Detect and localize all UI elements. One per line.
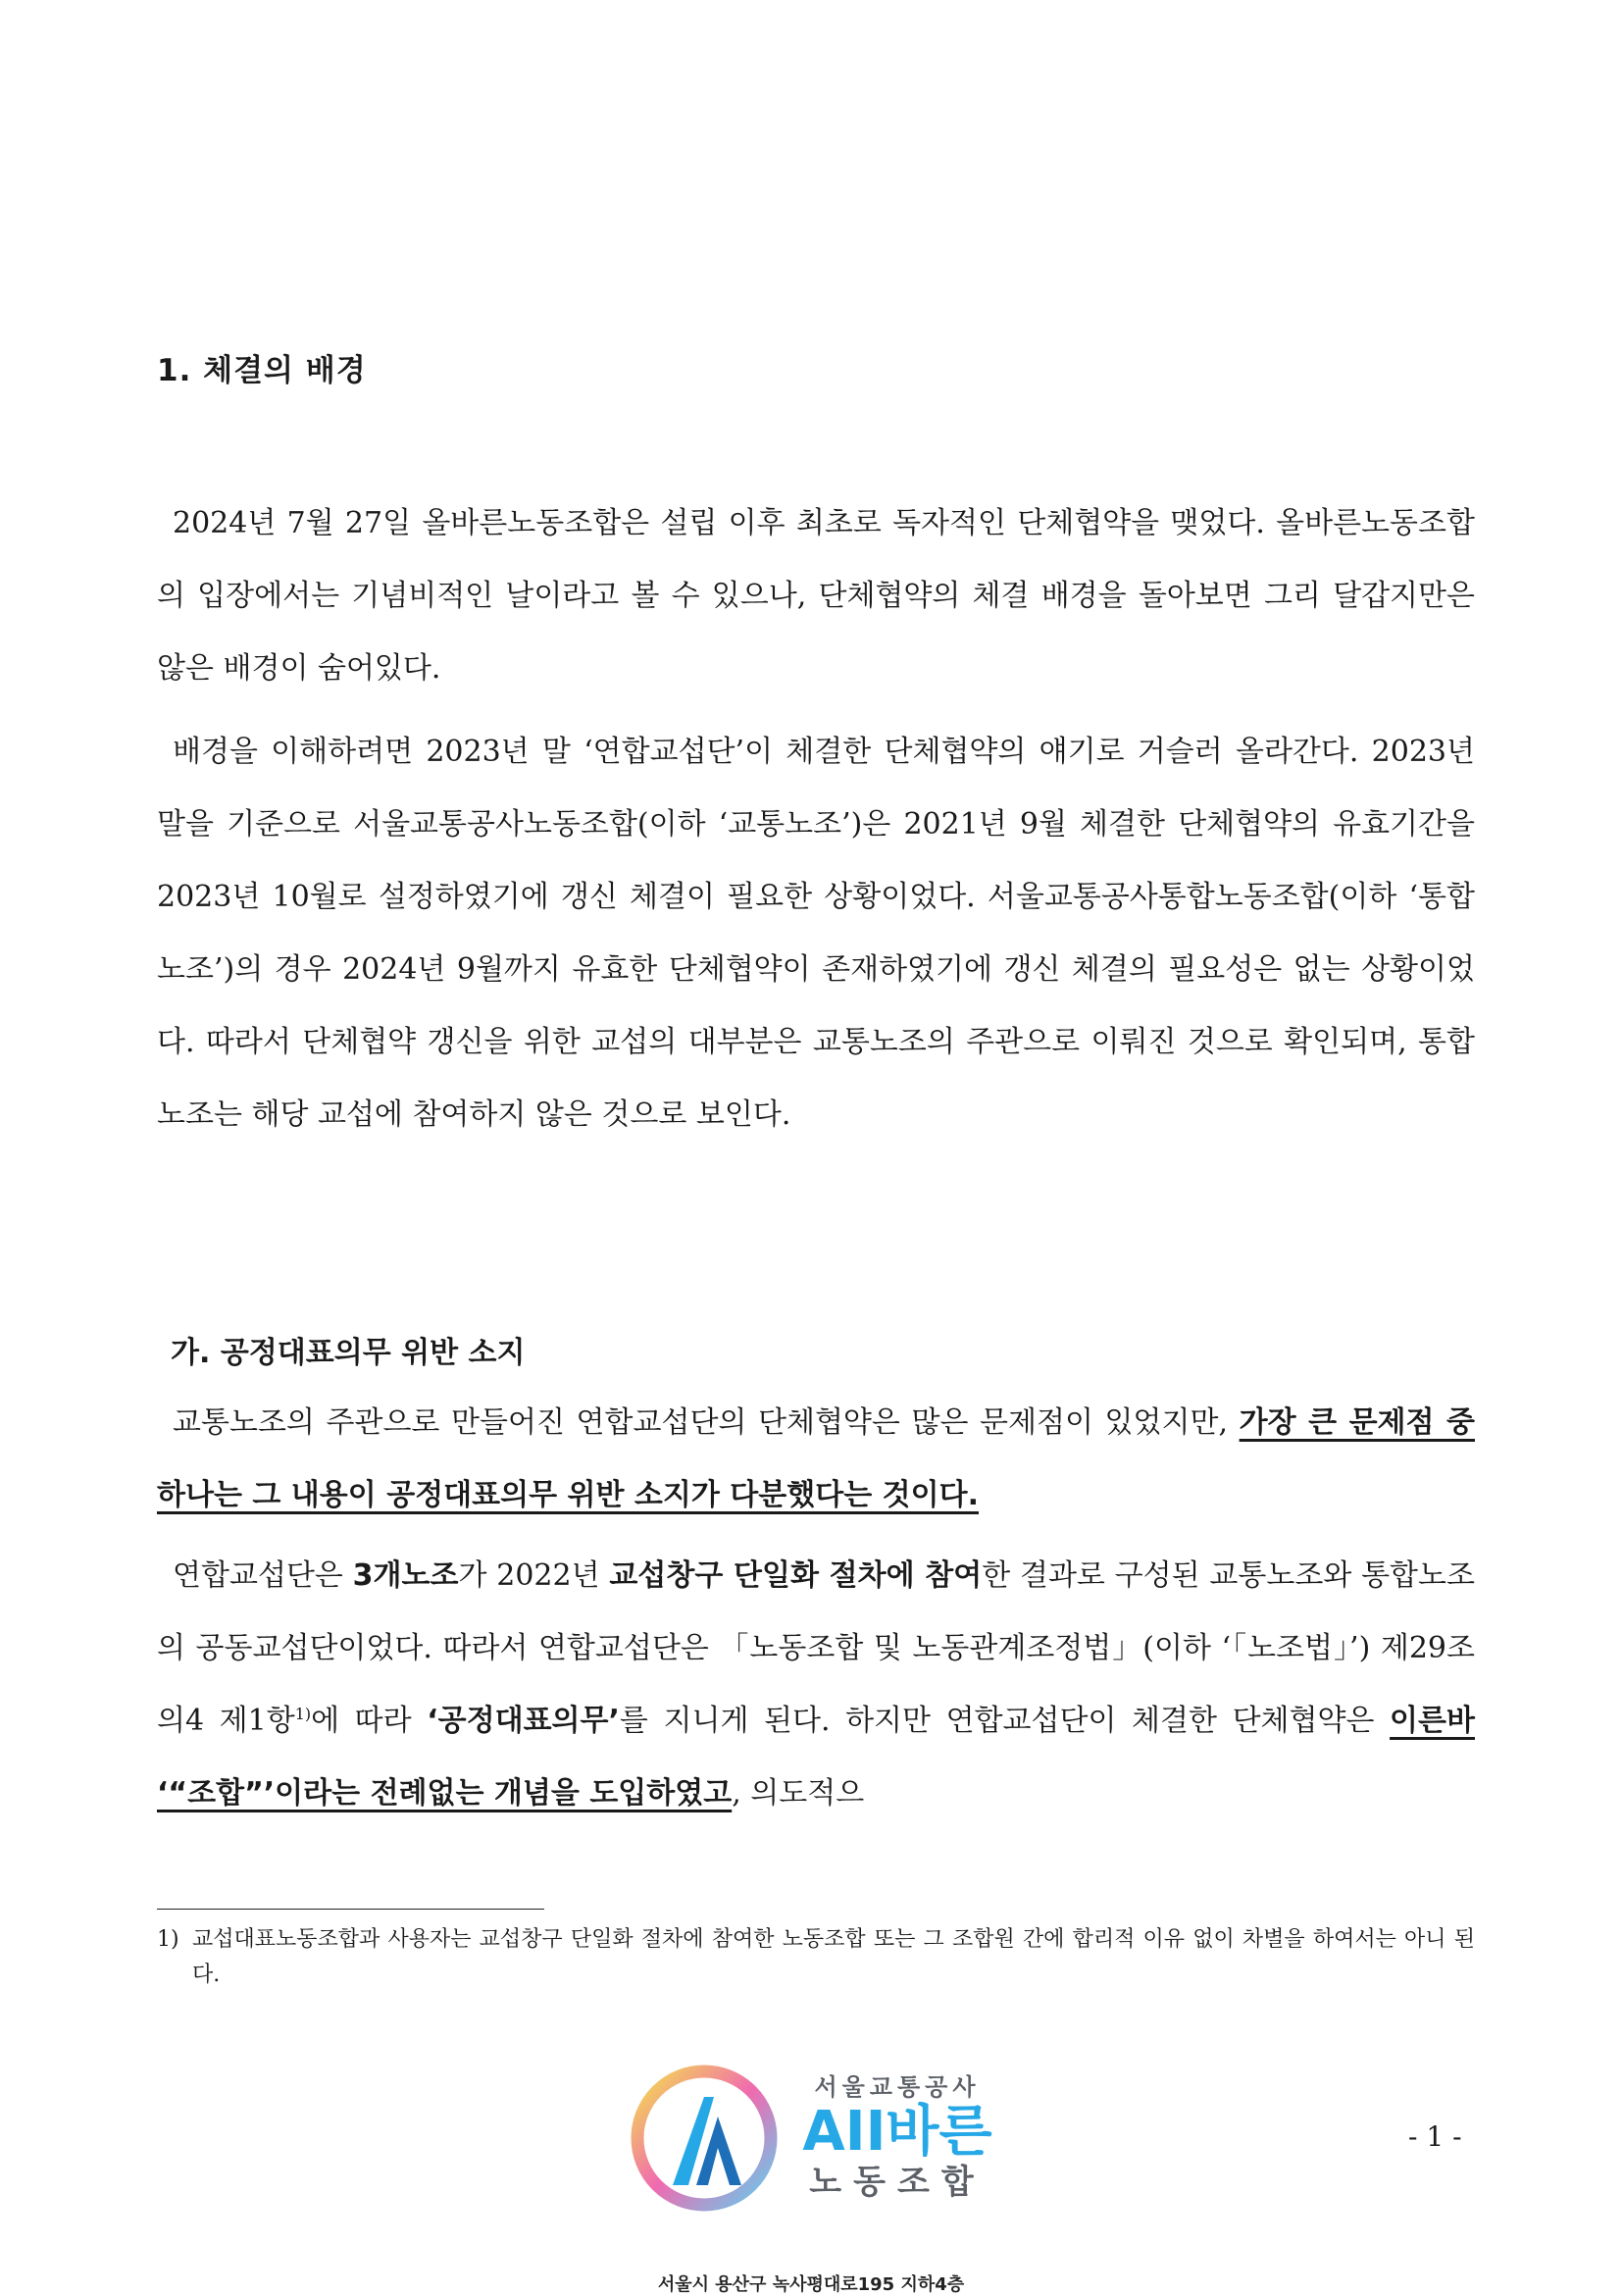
paragraph-1: 2024년 7월 27일 올바른노동조합은 설립 이후 최초로 독자적인 단체협약을 맺었다. 올바른노동조합의 입장에서는 기념비적인 날이라고 볼 수 있으나, 단체협약의 체결 배경을 돌아보면 그리 달갑지만은 않은 배경이 숨어있다. bbox=[157, 506, 1475, 686]
logo-emblem-icon bbox=[624, 2060, 790, 2217]
page-number: - 1 - bbox=[1408, 2120, 1462, 2153]
p4-text-3: 한 결과로 구성된 교통노조와 통합노조의 공동교섭단이었다. 따라서 연합교섭단은 「노동조합 및 노동관계조정법」(이하 ‘「노조법」’) 제29조의4 제1항 bbox=[157, 1558, 1476, 1738]
p4-text-5: 를 지니게 된다. 하지만 연합교섭단이 체결한 단체협약은 bbox=[619, 1704, 1391, 1738]
footnote-ref[interactable]: 1) bbox=[294, 1705, 312, 1723]
logo-line-2: AII바른 bbox=[802, 2100, 992, 2164]
footnote-text: 교섭대표노동조합과 사용자는 교섭창구 단일화 절차에 참여한 노동조합 또는 그 조합원 간에 합리적 이유 없이 차별을 하여서는 아니 된다. bbox=[192, 1927, 1475, 1987]
p4-emphasis-concept: 이른바 ‘“조합”’이라는 전례없는 개념을 도입하였고 bbox=[157, 1704, 1475, 1811]
p4-bold-three-unions: 3개노조 bbox=[352, 1558, 459, 1593]
paragraph-3-emphasis: 가장 큰 문제점 중 하나는 그 내용이 공정대표의무 위반 소지가 다분했다는 것이다. bbox=[157, 1405, 1475, 1512]
logo-wordmark bbox=[789, 2060, 1005, 2202]
p4-text-1: 연합교섭단은 bbox=[173, 1558, 353, 1593]
paragraph-3-text: 교통노조의 주관으로 만들어진 연합교섭단의 단체협약은 많은 문제점이 있었지만, bbox=[173, 1405, 1240, 1440]
union-logo bbox=[624, 2060, 1006, 2217]
paragraph-2: 배경을 이해하려면 2023년 말 ‘연합교섭단’이 체결한 단체협약의 얘기로 거슬러 올라간다. 2023년 말을 기준으로 서울교통공사노동조합(이하 ‘교통노조’)은 2021년 9월 체결한 단체협약의 유효기간을 2023년 10월로 설정하였기에 갱신 체결이 필요한 상황이었다. 서울교통공사통합노동조합(이하 ‘통합노조’)의 경우 2024년 9월까지 유효한 단체협약이 존재하였기에 갱신 체결의 필요성은 없는 상황이었다. 따라서 단체협약 갱신을 위한 교섭의 대부분은 교통노조의 주관으로 이뤄진 것으로 확인되며, 통합노조는 해당 교섭에 참여하지 않은 것으로 보인다. bbox=[157, 735, 1475, 1132]
subsection-title: 가. 공정대표의무 위반 소지 bbox=[171, 1336, 526, 1370]
footnote-divider bbox=[157, 1909, 544, 1910]
footer-address: 서울시 용산구 녹사평대로195 지하4층 bbox=[657, 2274, 965, 2295]
paragraph-4 bbox=[157, 1540, 1475, 1830]
p4-text-2: 가 2022년 bbox=[458, 1558, 610, 1593]
p4-text-4: 에 따라 bbox=[311, 1704, 428, 1738]
paragraph-3 bbox=[157, 1387, 1475, 1532]
logo-line-1: 서울교통공사 bbox=[814, 2073, 981, 2101]
footnote-number: 1) bbox=[157, 1927, 179, 1952]
section-title: 1. 체결의 배경 bbox=[157, 353, 367, 388]
p4-text-6: , 의도적으 bbox=[732, 1776, 865, 1811]
logo-line-3: 노동조합 bbox=[809, 2163, 986, 2202]
p4-bold-fair-duty: ‘공정대표의무’ bbox=[427, 1704, 620, 1738]
p4-bold-participation: 교섭창구 단일화 절차에 참여 bbox=[609, 1558, 983, 1593]
footnote bbox=[157, 1922, 1475, 1993]
